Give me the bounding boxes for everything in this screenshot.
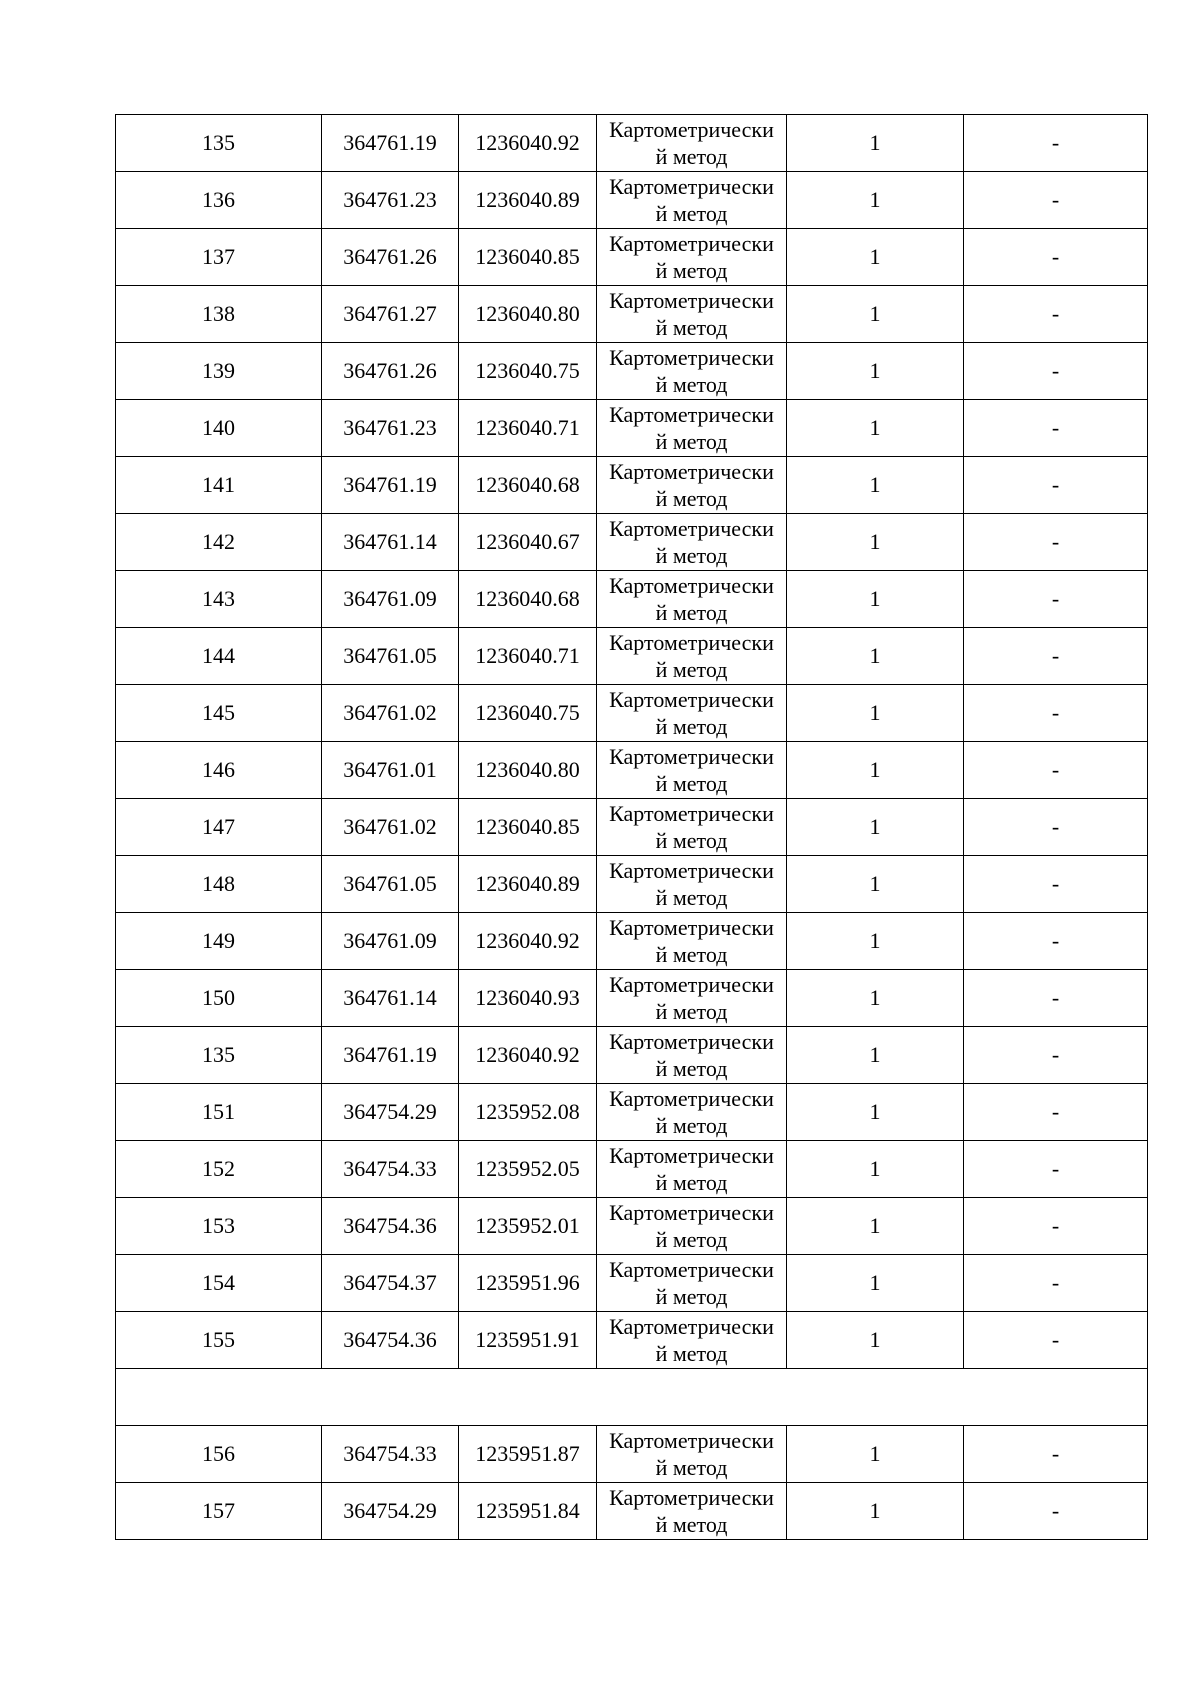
accuracy-cell: 1 [787, 1084, 964, 1141]
method-text-line-1: Картометрически [609, 1428, 774, 1453]
point-number-cell: 137 [116, 229, 322, 286]
y-coordinate-cell: 1236040.71 [459, 628, 597, 685]
accuracy-cell: 1 [787, 457, 964, 514]
method-cell [597, 571, 787, 628]
method-cell [597, 856, 787, 913]
y-coordinate-cell: 1236040.92 [459, 1027, 597, 1084]
method-text-line-2: й метод [655, 429, 728, 454]
method-text-line-1: Картометрически [609, 687, 774, 712]
table-row [116, 913, 1148, 970]
method-text-line-2: й метод [655, 315, 728, 340]
method-cell [597, 115, 787, 172]
accuracy-cell: 1 [787, 1198, 964, 1255]
note-cell: - [964, 799, 1148, 856]
x-coordinate-cell: 364761.02 [322, 799, 459, 856]
x-coordinate-cell: 364754.37 [322, 1255, 459, 1312]
method-text-line-1: Картометрически [609, 402, 774, 427]
point-number-cell: 154 [116, 1255, 322, 1312]
method-text-line-2: й метод [655, 657, 728, 682]
accuracy-cell: 1 [787, 514, 964, 571]
y-coordinate-cell: 1235952.05 [459, 1141, 597, 1198]
method-text-line-1: Картометрически [609, 288, 774, 313]
y-coordinate-cell: 1235951.84 [459, 1483, 597, 1540]
accuracy-cell: 1 [787, 286, 964, 343]
x-coordinate-cell: 364761.14 [322, 514, 459, 571]
y-coordinate-cell: 1236040.68 [459, 457, 597, 514]
table-row [116, 400, 1148, 457]
method-text-line-2: й метод [655, 486, 728, 511]
method-text-line-1: Картометрически [609, 915, 774, 940]
method-text-line-2: й метод [655, 828, 728, 853]
y-coordinate-cell: 1236040.75 [459, 685, 597, 742]
accuracy-cell: 1 [787, 1483, 964, 1540]
x-coordinate-cell: 364754.29 [322, 1483, 459, 1540]
method-cell [597, 1312, 787, 1369]
y-coordinate-cell: 1236040.67 [459, 514, 597, 571]
point-number-cell: 152 [116, 1141, 322, 1198]
method-text-line-2: й метод [655, 1455, 728, 1480]
method-text-line-2: й метод [655, 1227, 728, 1252]
x-coordinate-cell: 364761.09 [322, 571, 459, 628]
point-number-cell: 147 [116, 799, 322, 856]
method-cell [597, 1027, 787, 1084]
x-coordinate-cell: 364761.19 [322, 457, 459, 514]
x-coordinate-cell: 364761.14 [322, 970, 459, 1027]
accuracy-cell: 1 [787, 742, 964, 799]
accuracy-cell: 1 [787, 1027, 964, 1084]
blank-separator-cell [116, 1369, 1148, 1426]
method-cell [597, 514, 787, 571]
table-row [116, 514, 1148, 571]
method-text-line-1: Картометрически [609, 972, 774, 997]
y-coordinate-cell: 1236040.71 [459, 400, 597, 457]
table-row [116, 1483, 1148, 1540]
table-row [116, 970, 1148, 1027]
table-row [116, 1198, 1148, 1255]
table-row [116, 571, 1148, 628]
note-cell: - [964, 1426, 1148, 1483]
note-cell: - [964, 400, 1148, 457]
x-coordinate-cell: 364761.05 [322, 856, 459, 913]
method-text-line-2: й метод [655, 1341, 728, 1366]
y-coordinate-cell: 1236040.93 [459, 970, 597, 1027]
x-coordinate-cell: 364761.27 [322, 286, 459, 343]
point-number-cell: 143 [116, 571, 322, 628]
method-cell [597, 457, 787, 514]
method-text-line-1: Картометрически [609, 459, 774, 484]
table-row [116, 172, 1148, 229]
accuracy-cell: 1 [787, 229, 964, 286]
x-coordinate-cell: 364761.05 [322, 628, 459, 685]
method-text-line-1: Картометрически [609, 345, 774, 370]
note-cell: - [964, 286, 1148, 343]
method-cell [597, 742, 787, 799]
method-text-line-1: Картометрически [609, 516, 774, 541]
method-cell [597, 1084, 787, 1141]
accuracy-cell: 1 [787, 172, 964, 229]
accuracy-cell: 1 [787, 343, 964, 400]
table-row [116, 1141, 1148, 1198]
point-number-cell: 145 [116, 685, 322, 742]
table-row [116, 799, 1148, 856]
note-cell: - [964, 1198, 1148, 1255]
method-text-line-2: й метод [655, 771, 728, 796]
accuracy-cell: 1 [787, 1426, 964, 1483]
accuracy-cell: 1 [787, 400, 964, 457]
method-text-line-2: й метод [655, 1170, 728, 1195]
method-text-line-1: Картометрически [609, 1200, 774, 1225]
point-number-cell: 138 [116, 286, 322, 343]
x-coordinate-cell: 364754.33 [322, 1426, 459, 1483]
accuracy-cell: 1 [787, 913, 964, 970]
method-cell [597, 970, 787, 1027]
accuracy-cell: 1 [787, 571, 964, 628]
y-coordinate-cell: 1236040.89 [459, 856, 597, 913]
y-coordinate-cell: 1235951.96 [459, 1255, 597, 1312]
method-text-line-2: й метод [655, 1512, 728, 1537]
y-coordinate-cell: 1236040.80 [459, 286, 597, 343]
method-text-line-1: Картометрически [609, 174, 774, 199]
note-cell: - [964, 229, 1148, 286]
method-text-line-2: й метод [655, 714, 728, 739]
method-cell [597, 799, 787, 856]
y-coordinate-cell: 1235951.91 [459, 1312, 597, 1369]
accuracy-cell: 1 [787, 115, 964, 172]
x-coordinate-cell: 364754.29 [322, 1084, 459, 1141]
x-coordinate-cell: 364761.23 [322, 400, 459, 457]
y-coordinate-cell: 1235951.87 [459, 1426, 597, 1483]
method-text-line-1: Картометрически [609, 1029, 774, 1054]
table-row [116, 286, 1148, 343]
method-text-line-1: Картометрически [609, 630, 774, 655]
y-coordinate-cell: 1236040.68 [459, 571, 597, 628]
note-cell: - [964, 1027, 1148, 1084]
method-text-line-2: й метод [655, 372, 728, 397]
point-number-cell: 156 [116, 1426, 322, 1483]
point-number-cell: 141 [116, 457, 322, 514]
note-cell: - [964, 856, 1148, 913]
y-coordinate-cell: 1236040.92 [459, 913, 597, 970]
x-coordinate-cell: 364761.01 [322, 742, 459, 799]
point-number-cell: 150 [116, 970, 322, 1027]
method-text-line-2: й метод [655, 258, 728, 283]
note-cell: - [964, 172, 1148, 229]
table-row [116, 115, 1148, 172]
table-row [116, 343, 1148, 400]
method-text-line-2: й метод [655, 942, 728, 967]
point-number-cell: 139 [116, 343, 322, 400]
note-cell: - [964, 343, 1148, 400]
note-cell: - [964, 1255, 1148, 1312]
note-cell: - [964, 1084, 1148, 1141]
table-row [116, 457, 1148, 514]
x-coordinate-cell: 364761.02 [322, 685, 459, 742]
accuracy-cell: 1 [787, 685, 964, 742]
y-coordinate-cell: 1236040.89 [459, 172, 597, 229]
method-cell [597, 229, 787, 286]
x-coordinate-cell: 364761.19 [322, 1027, 459, 1084]
x-coordinate-cell: 364754.33 [322, 1141, 459, 1198]
method-cell [597, 1255, 787, 1312]
table-row [116, 1312, 1148, 1369]
method-text-line-2: й метод [655, 1113, 728, 1138]
method-text-line-1: Картометрически [609, 744, 774, 769]
point-number-cell: 142 [116, 514, 322, 571]
note-cell: - [964, 115, 1148, 172]
table-row [116, 229, 1148, 286]
point-number-cell: 148 [116, 856, 322, 913]
accuracy-cell: 1 [787, 1255, 964, 1312]
table-row [116, 1426, 1148, 1483]
method-text-line-2: й метод [655, 543, 728, 568]
method-text-line-1: Картометрически [609, 1257, 774, 1282]
note-cell: - [964, 571, 1148, 628]
coordinates-table [115, 114, 1148, 1540]
method-cell [597, 1426, 787, 1483]
method-cell [597, 628, 787, 685]
accuracy-cell: 1 [787, 856, 964, 913]
x-coordinate-cell: 364761.09 [322, 913, 459, 970]
accuracy-cell: 1 [787, 970, 964, 1027]
y-coordinate-cell: 1235952.08 [459, 1084, 597, 1141]
point-number-cell: 153 [116, 1198, 322, 1255]
note-cell: - [964, 742, 1148, 799]
method-cell [597, 1198, 787, 1255]
method-text-line-2: й метод [655, 600, 728, 625]
note-cell: - [964, 685, 1148, 742]
method-cell [597, 1141, 787, 1198]
method-text-line-1: Картометрически [609, 1485, 774, 1510]
note-cell: - [964, 628, 1148, 685]
x-coordinate-cell: 364761.19 [322, 115, 459, 172]
method-cell [597, 343, 787, 400]
method-text-line-2: й метод [655, 1056, 728, 1081]
x-coordinate-cell: 364754.36 [322, 1198, 459, 1255]
note-cell: - [964, 457, 1148, 514]
method-text-line-1: Картометрически [609, 573, 774, 598]
y-coordinate-cell: 1236040.75 [459, 343, 597, 400]
method-cell [597, 913, 787, 970]
note-cell: - [964, 1312, 1148, 1369]
method-cell [597, 685, 787, 742]
x-coordinate-cell: 364754.36 [322, 1312, 459, 1369]
method-text-line-1: Картометрически [609, 1143, 774, 1168]
table-row [116, 628, 1148, 685]
method-text-line-2: й метод [655, 885, 728, 910]
note-cell: - [964, 1141, 1148, 1198]
note-cell: - [964, 970, 1148, 1027]
point-number-cell: 140 [116, 400, 322, 457]
y-coordinate-cell: 1236040.80 [459, 742, 597, 799]
table-row [116, 1255, 1148, 1312]
method-text-line-2: й метод [655, 201, 728, 226]
method-text-line-1: Картометрически [609, 858, 774, 883]
y-coordinate-cell: 1236040.85 [459, 799, 597, 856]
x-coordinate-cell: 364761.26 [322, 229, 459, 286]
point-number-cell: 155 [116, 1312, 322, 1369]
point-number-cell: 146 [116, 742, 322, 799]
accuracy-cell: 1 [787, 1141, 964, 1198]
x-coordinate-cell: 364761.23 [322, 172, 459, 229]
method-text-line-1: Картометрически [609, 1086, 774, 1111]
method-text-line-1: Картометрически [609, 801, 774, 826]
table-row [116, 1084, 1148, 1141]
accuracy-cell: 1 [787, 628, 964, 685]
point-number-cell: 135 [116, 115, 322, 172]
method-cell [597, 1483, 787, 1540]
accuracy-cell: 1 [787, 799, 964, 856]
method-text-line-1: Картометрически [609, 231, 774, 256]
point-number-cell: 151 [116, 1084, 322, 1141]
accuracy-cell: 1 [787, 1312, 964, 1369]
point-number-cell: 136 [116, 172, 322, 229]
point-number-cell: 144 [116, 628, 322, 685]
y-coordinate-cell: 1236040.85 [459, 229, 597, 286]
y-coordinate-cell: 1235952.01 [459, 1198, 597, 1255]
table-row [116, 856, 1148, 913]
table-body [116, 115, 1148, 1540]
method-cell [597, 400, 787, 457]
y-coordinate-cell: 1236040.92 [459, 115, 597, 172]
method-cell [597, 286, 787, 343]
method-text-line-2: й метод [655, 144, 728, 169]
note-cell: - [964, 913, 1148, 970]
table-row [116, 1027, 1148, 1084]
note-cell: - [964, 514, 1148, 571]
point-number-cell: 157 [116, 1483, 322, 1540]
point-number-cell: 149 [116, 913, 322, 970]
x-coordinate-cell: 364761.26 [322, 343, 459, 400]
method-text-line-2: й метод [655, 1284, 728, 1309]
note-cell: - [964, 1483, 1148, 1540]
table-row [116, 685, 1148, 742]
method-text-line-1: Картометрически [609, 117, 774, 142]
point-number-cell: 135 [116, 1027, 322, 1084]
method-text-line-2: й метод [655, 999, 728, 1024]
table-row-blank [116, 1369, 1148, 1426]
table-row [116, 742, 1148, 799]
method-text-line-1: Картометрически [609, 1314, 774, 1339]
method-cell [597, 172, 787, 229]
